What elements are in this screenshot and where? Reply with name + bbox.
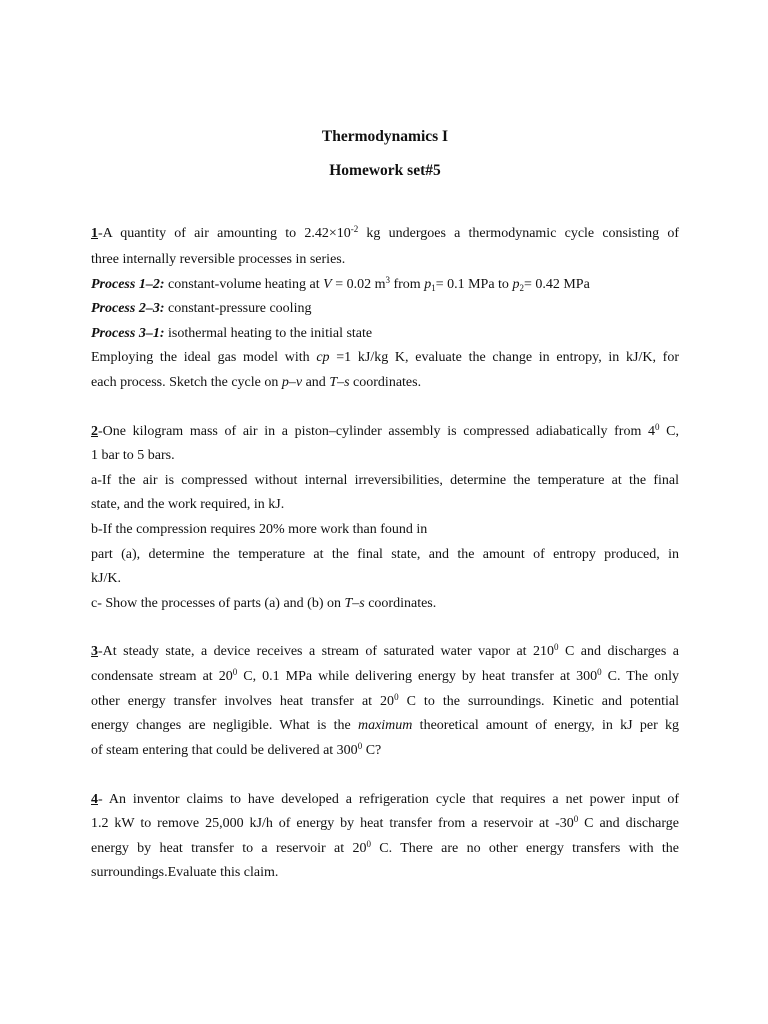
q1-line-7: each process. Sketch the cycle on p–v and T–s coordinates. [91,375,422,390]
q1-line-6: Employing the ideal gas model with cp =1 kJ/kg K, evaluate the change in entropy, in kJ/K, for [91,350,679,365]
q2-line-8: c- Show the processes of parts (a) and (b) on T–s coordinates. [91,596,437,611]
q2-line-6: part (a), determine the temperature at the final state, and the amount of entropy produced, in [91,547,679,562]
page-subtitle: Homework set#5 [329,162,441,179]
q3-line-1: 3-At steady state, a device receives a stream of saturated water vapor at $210^0$ C and discharges a [91,642,679,659]
q4-line-4: surroundings.Evaluate this claim. [91,865,279,880]
q1-line-1: 1-A quantity of air amounting to $2.42\times 10^{-2}$ kg undergoes a thermodynamic cycle consisting of [91,224,679,241]
q2-number: 2 [91,424,98,439]
q4-line-1: 4- An inventor claims to have developed a refrigeration cycle that requires a net power input of [91,792,679,807]
q4-line-3: energy by heat transfer to a reservoir at $20^0$ C. There are no other energy transfers with the [91,839,679,856]
q2-line-5: b-If the compression requires 20% more work than found in [91,522,428,537]
q1-process-1-2: Process 1–2: constant-volume heating at V = 0.02 $m^3$ from $p_1= 0.1$ MPa to $p_2= 0.42$ MPa [91,275,590,293]
q2-line-7: kJ/K. [91,571,121,586]
q1-line-2: three internally reversible processes in series. [91,252,346,267]
q1-number: 1 [91,226,98,241]
q2-line-2: 1 bar to 5 bars. [91,448,175,463]
q2-line-3: a-If the air is compressed without internal irreversibilities, determine the temperature at the final [91,473,679,488]
q3-line-5: of steam entering that could be delivered at $300^0$ C? [91,741,382,758]
q4-line-2: 1.2 kW to remove 25,000 kJ/h of energy by heat transfer from a reservoir at $-30^0$ C and discharge [91,814,679,831]
q1-process-3-1: Process 3–1: isothermal heating to the initial state [91,326,373,341]
page-title: Thermodynamics I [321,128,449,145]
q3-line-4: energy changes are negligible. What is the maximum theoretical amount of energy, in kJ per kg [91,718,680,733]
q4-number: 4 [91,792,98,807]
q1-process-2-3: Process 2–3: constant-pressure cooling [91,301,312,316]
q2-line-4: state, and the work required, in kJ. [91,497,285,512]
q3-number: 3 [91,644,98,659]
q3-line-3: other energy transfer involves heat transfer at $20^0$ C to the surroundings. Kinetic and potential [91,692,679,709]
q3-line-2: condensate stream at $20^0$ C, 0.1 MPa while delivering energy by heat transfer at $300^0$ C. The only [91,667,679,684]
q2-line-1: 2-One kilogram mass of air in a piston–cylinder assembly is compressed adiabatically from $4^0$ C, [91,422,679,439]
